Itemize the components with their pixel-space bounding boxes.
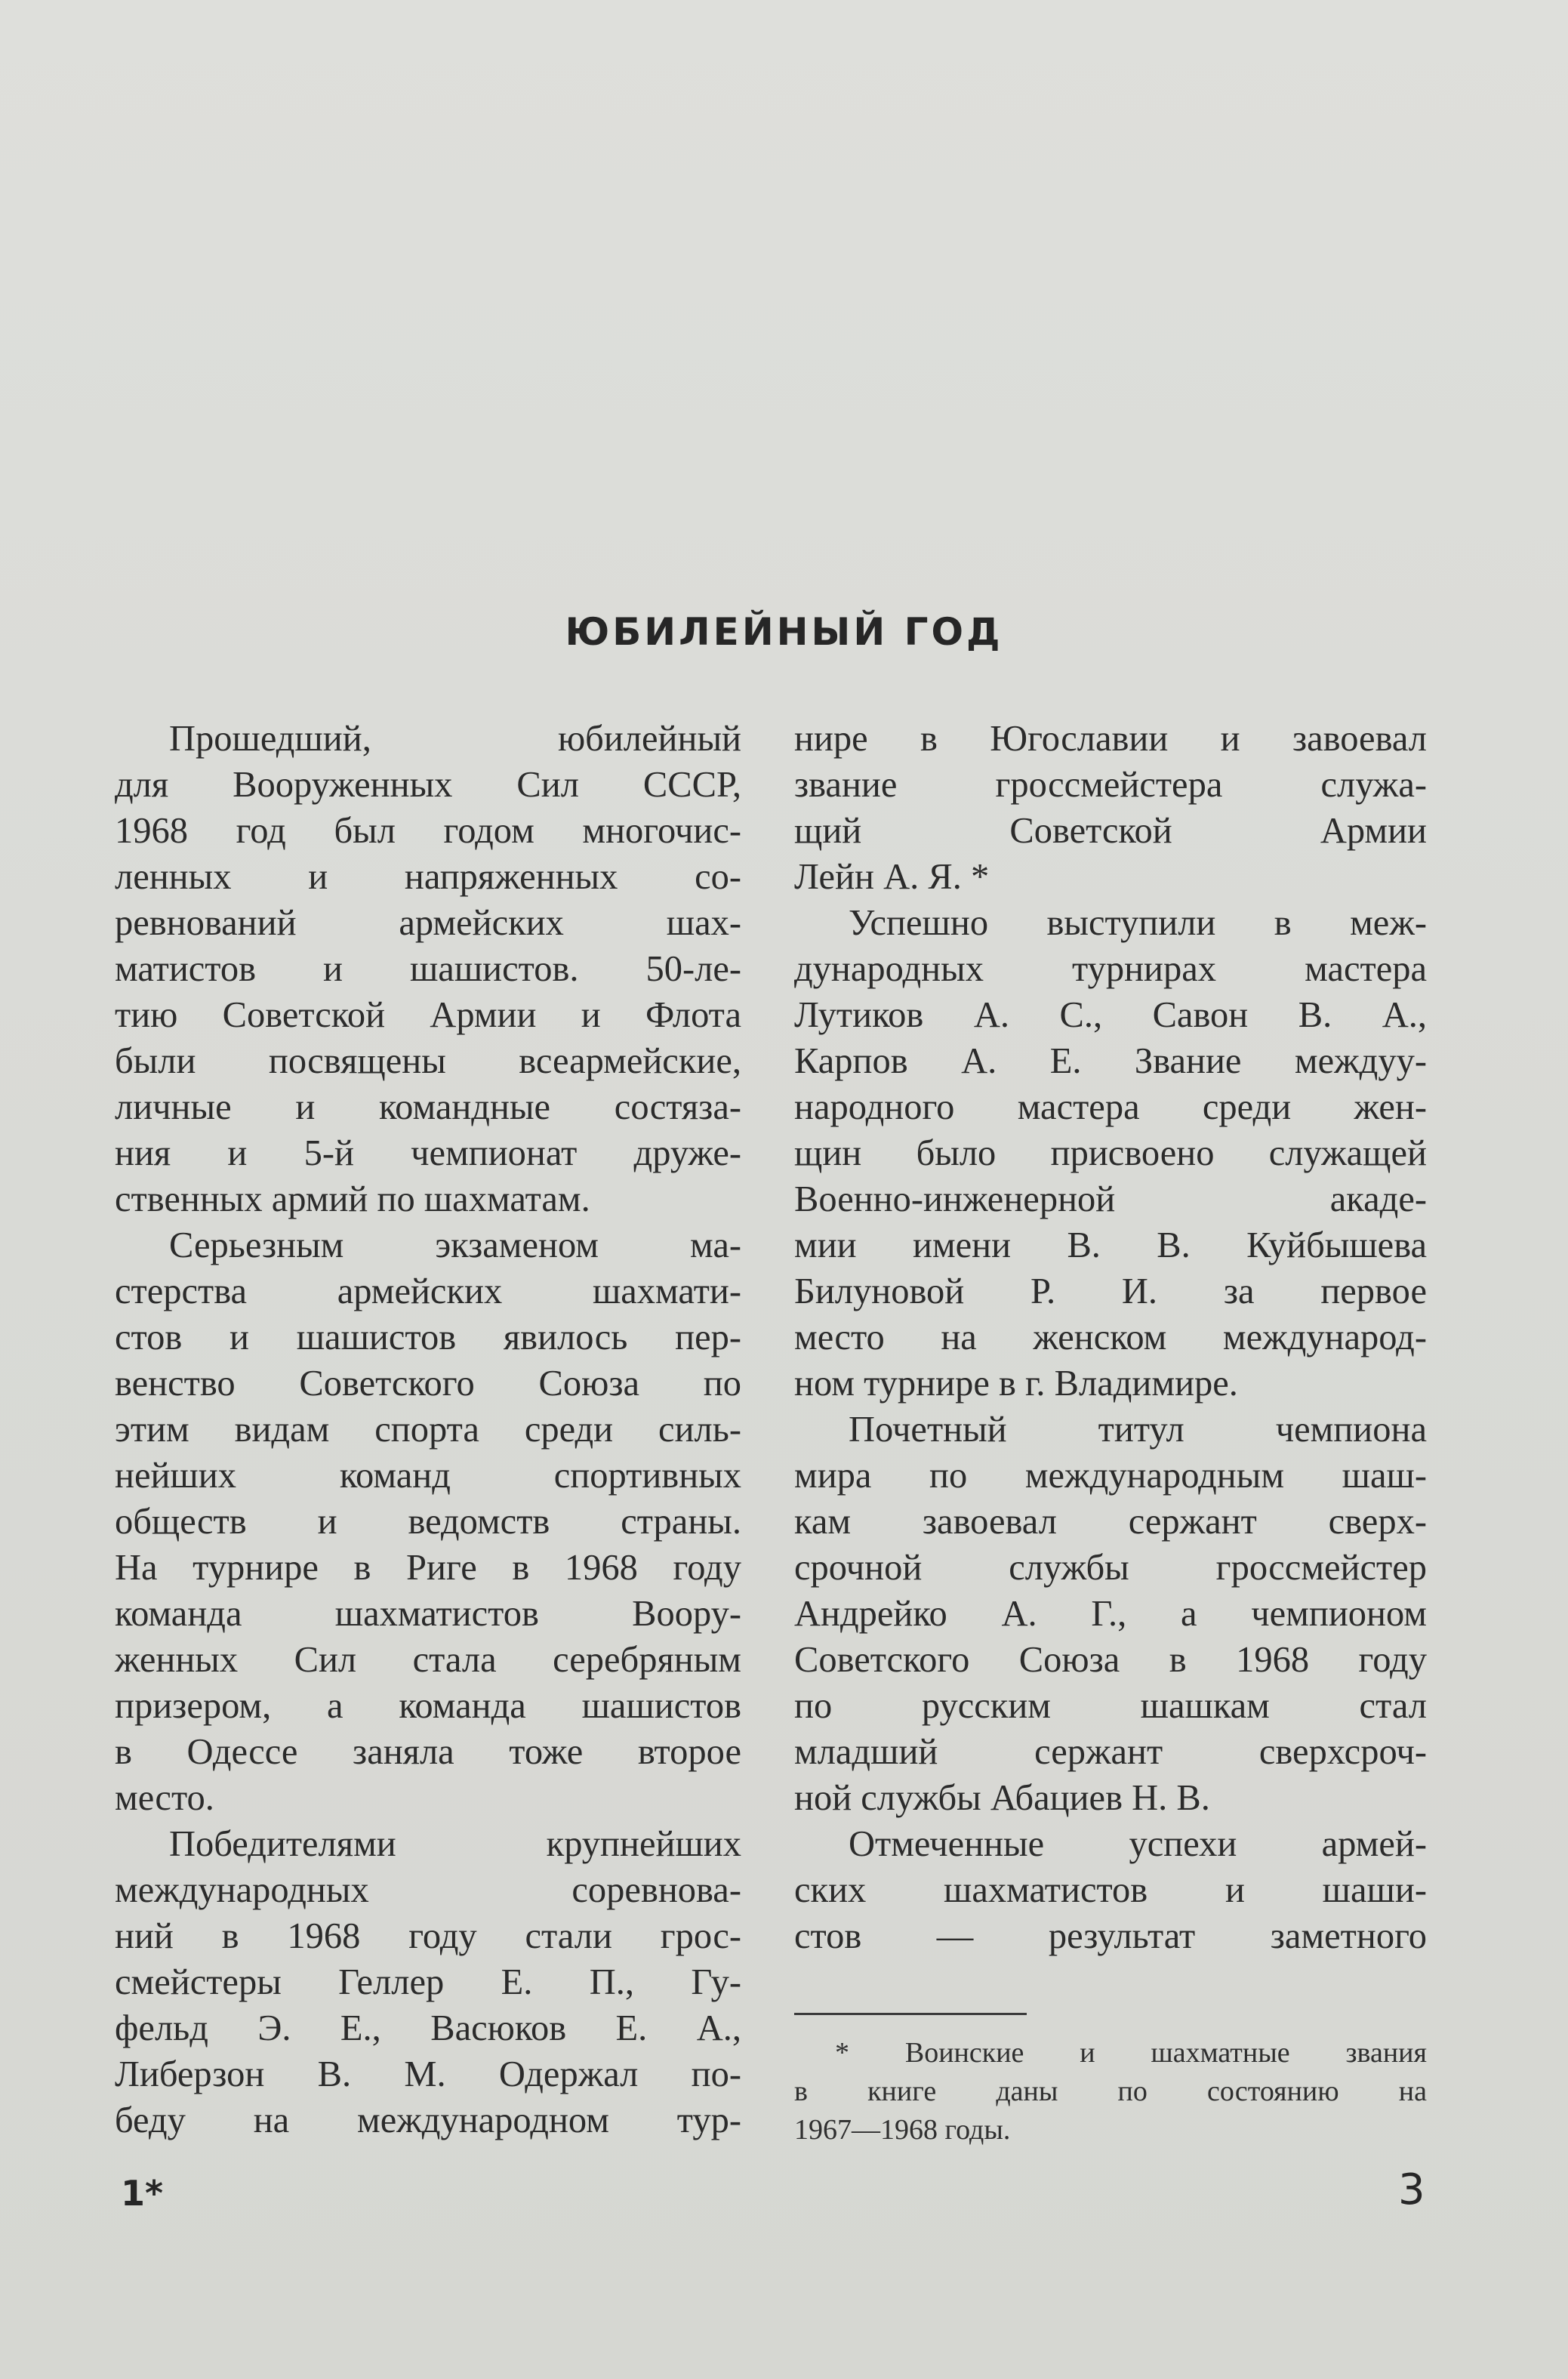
text-line: фельд Э. Е., Васюков Е. А., xyxy=(115,2008,741,2048)
text-line: стов и шашистов явилось пер- xyxy=(115,1317,741,1357)
footnote-line: 1967—1968 годы. xyxy=(794,2114,1011,2146)
text-line: срочной службы гроссмейстер xyxy=(794,1548,1427,1588)
text-line: смейстеры Геллер Е. П., Гу- xyxy=(115,1962,741,2002)
text-line: для Вооруженных Сил СССР, xyxy=(115,765,741,805)
text-line: Лутиков А. С., Савон В. А., xyxy=(794,995,1427,1035)
text-line: ний в 1968 году стали грос- xyxy=(115,1916,741,1956)
text-line: стерства армейских шахмати- xyxy=(115,1271,741,1311)
page-number: 3 xyxy=(1398,2165,1425,2214)
text-line: ских шахматистов и шаши- xyxy=(794,1870,1427,1910)
text-line: этим видам спорта среди силь- xyxy=(115,1410,741,1450)
text-line: Военно-инженерной акаде- xyxy=(794,1179,1427,1219)
text-line: Успешно выступили в меж- xyxy=(849,903,1427,943)
footnote-line: в книге даны по состоянию на xyxy=(794,2075,1427,2107)
text-line: щин было присвоено служащей xyxy=(794,1133,1427,1173)
text-line: призером, а команда шашистов xyxy=(115,1686,741,1726)
text-line: команда шахматистов Воору- xyxy=(115,1594,741,1634)
text-line: дународных турнирах мастера xyxy=(794,949,1427,989)
text-line: мии имени В. В. Куйбышева xyxy=(794,1225,1427,1265)
text-line: ленных и напряженных со- xyxy=(115,857,741,897)
text-line: место на женском международ- xyxy=(794,1317,1427,1357)
signature-mark: 1* xyxy=(121,2173,164,2214)
text-line: матистов и шашистов. 50-ле- xyxy=(115,949,741,989)
text-line: Андрейко А. Г., а чемпионом xyxy=(794,1594,1427,1634)
text-line: ния и 5-й чемпионат друже- xyxy=(115,1133,741,1173)
text-line: Почетный титул чемпиона xyxy=(849,1410,1427,1450)
footnote-divider xyxy=(794,2013,1027,2015)
text-line: по русским шашкам стал xyxy=(794,1686,1427,1726)
text-line: тию Советской Армии и Флота xyxy=(115,995,741,1035)
text-line: Карпов А. Е. Звание междуу- xyxy=(794,1041,1427,1081)
text-line: Советского Союза в 1968 году xyxy=(794,1640,1427,1680)
text-line: кам завоевал сержант сверх- xyxy=(794,1502,1427,1542)
text-line: стов — результат заметного xyxy=(794,1916,1427,1956)
text-line: ной службы Абациев Н. В. xyxy=(794,1778,1210,1818)
text-line: Билуновой Р. И. за первое xyxy=(794,1271,1427,1311)
text-line: беду на международном тур- xyxy=(115,2100,741,2140)
text-line: 1968 год был годом многочис- xyxy=(115,811,741,851)
text-line: звание гроссмейстера служа- xyxy=(794,765,1427,805)
text-line: Серьезным экзаменом ма- xyxy=(169,1225,741,1265)
text-line: в Одессе заняла тоже второе xyxy=(115,1732,741,1772)
right-column xyxy=(794,716,1427,1959)
text-line: младший сержант сверхсроч- xyxy=(794,1732,1427,1772)
text-line: щий Советской Армии xyxy=(794,811,1427,851)
text-line: личные и командные состяза- xyxy=(115,1087,741,1127)
text-line: женных Сил стала серебряным xyxy=(115,1640,741,1680)
text-line: были посвящены всеармейские, xyxy=(115,1041,741,1081)
footnote-line: * Воинские и шахматные звания xyxy=(835,2037,1427,2069)
text-line: На турнире в Риге в 1968 году xyxy=(115,1548,741,1588)
text-line: международных соревнова- xyxy=(115,1870,741,1910)
text-line: Победителями крупнейших xyxy=(169,1824,741,1864)
text-line: мира по международным шаш- xyxy=(794,1456,1427,1496)
text-line: нире в Югославии и завоевал xyxy=(794,719,1427,759)
footnote xyxy=(794,2034,1427,2149)
text-line: Лейн А. Я. * xyxy=(794,857,990,897)
text-line: ном турнире в г. Владимире. xyxy=(794,1364,1238,1404)
text-line: ственных армий по шахматам. xyxy=(115,1179,590,1219)
text-line: Прошедший, юбилейный xyxy=(169,719,741,759)
left-column xyxy=(115,716,741,2143)
text-line: место. xyxy=(115,1778,214,1818)
text-line: Либерзон В. М. Одержал по- xyxy=(115,2054,741,2094)
text-line: обществ и ведомств страны. xyxy=(115,1502,741,1542)
text-line: народного мастера среди жен- xyxy=(794,1087,1427,1127)
text-line: нейших команд спортивных xyxy=(115,1456,741,1496)
chapter-title: ЮБИЛЕЙНЫЙ ГОД xyxy=(565,610,1003,654)
text-line: ревнований армейских шах- xyxy=(115,903,741,943)
text-line: Отмеченные успехи армей- xyxy=(849,1824,1427,1864)
text-line: венство Советского Союза по xyxy=(115,1364,741,1404)
